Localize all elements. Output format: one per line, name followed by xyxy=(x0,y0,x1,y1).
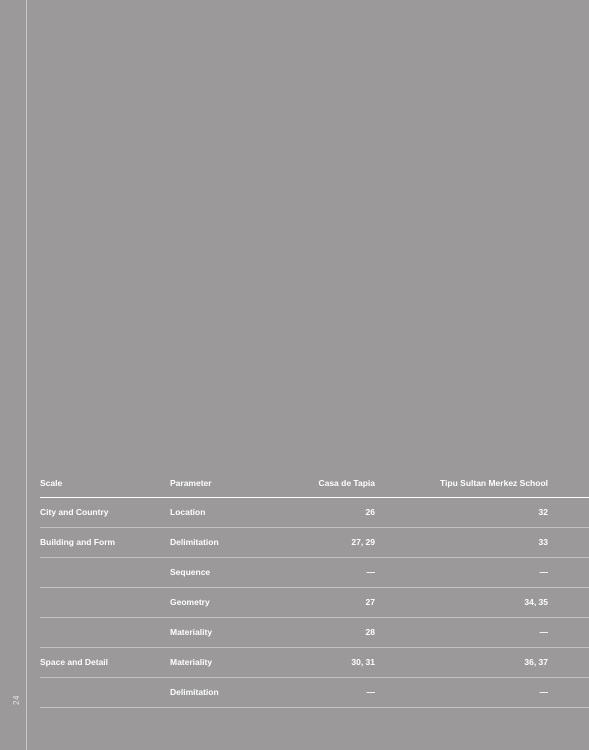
header-scale: Scale xyxy=(40,478,63,488)
row-parameter: Location xyxy=(170,507,206,517)
row-tipu-pages: — xyxy=(539,567,548,577)
project-index-table xyxy=(40,470,589,708)
row-parameter: Materiality xyxy=(170,627,213,637)
table-header-row xyxy=(40,470,589,498)
margin-rule xyxy=(26,0,27,750)
row-tipu-pages: 32 xyxy=(538,507,548,517)
row-scale: City and Country xyxy=(40,507,109,517)
table-row xyxy=(40,558,589,588)
table-row xyxy=(40,618,589,648)
row-casa-pages: — xyxy=(366,687,375,697)
row-casa-pages: 26 xyxy=(365,507,375,517)
row-casa-pages: 28 xyxy=(365,627,375,637)
row-tipu-pages: 33 xyxy=(538,537,548,547)
row-tipu-pages: — xyxy=(539,627,548,637)
table-row xyxy=(40,498,589,528)
row-parameter: Geometry xyxy=(170,597,210,607)
row-parameter: Delimitation xyxy=(170,537,219,547)
header-casa-de-tapia: Casa de Tapia xyxy=(318,478,375,488)
row-parameter: Materiality xyxy=(170,657,213,667)
header-tipu-sultan: Tipu Sultan Merkez School xyxy=(440,478,548,488)
row-casa-pages: 27 xyxy=(365,597,375,607)
row-casa-pages: 27, 29 xyxy=(351,537,375,547)
table-row xyxy=(40,678,589,708)
row-parameter: Delimitation xyxy=(170,687,219,697)
row-tipu-pages: 36, 37 xyxy=(524,657,548,667)
row-scale: Building and Form xyxy=(40,537,116,547)
row-casa-pages: — xyxy=(366,567,375,577)
table-row xyxy=(40,588,589,618)
row-casa-pages: 30, 31 xyxy=(351,657,375,667)
row-tipu-pages: — xyxy=(539,687,548,697)
header-parameter: Parameter xyxy=(170,478,212,488)
row-parameter: Sequence xyxy=(170,567,211,577)
table-row xyxy=(40,648,589,678)
page-number: 24 xyxy=(12,695,21,705)
row-scale: Space and Detail xyxy=(40,657,109,667)
row-tipu-pages: 34, 35 xyxy=(524,597,548,607)
table-row xyxy=(40,528,589,558)
